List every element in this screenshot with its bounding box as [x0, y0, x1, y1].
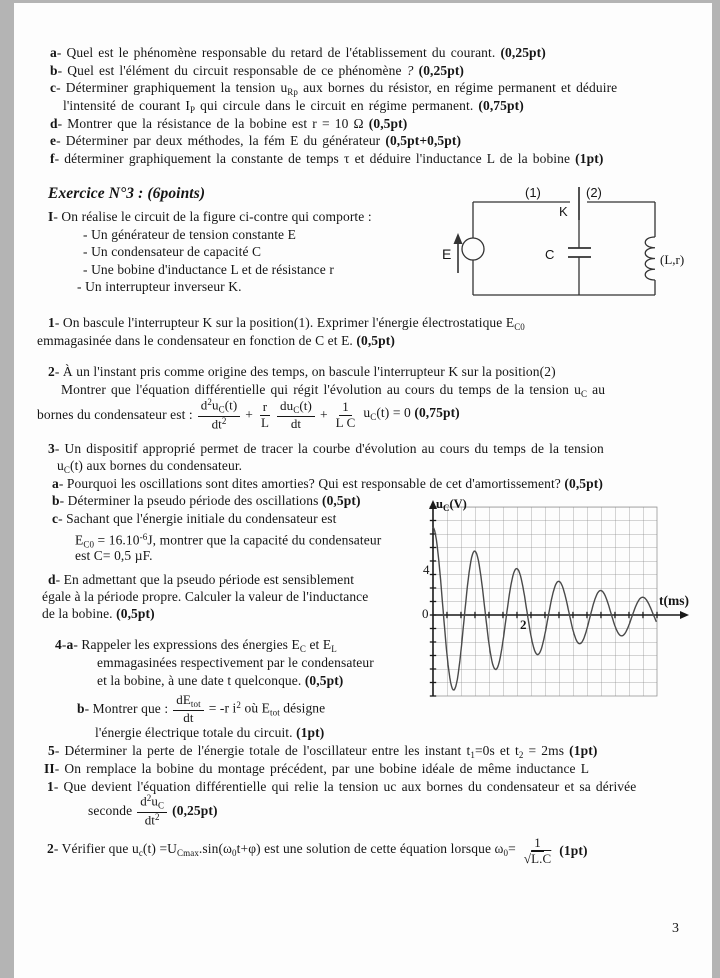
q3c-line1: c- Sachant que l'énergie initiale du condensateur est — [52, 511, 337, 526]
capacitor-icon — [568, 248, 591, 257]
y-tick-label-0: 0 — [422, 606, 429, 621]
question-c-line2: l'intensité de courant $I_P$ qui circule dans le circuit en régime permanent. (0,75pt) — [63, 98, 524, 115]
eq-prefix: seconde — [88, 803, 133, 818]
x-tick-label-2: 2 — [520, 617, 527, 632]
q4a-line2: emmagasinées respectivement par le condensateur — [97, 655, 374, 670]
fraction: $\frac{r}{L}$ — [261, 399, 270, 430]
eq-prefix: b- Montrer que : — [77, 701, 169, 716]
damped-oscillation-graph — [422, 497, 705, 715]
question-c-line: c- Déterminer graphiquement la tension $u_{Rp}$ aux bornes du résistor, en régime permanent et déduire — [50, 80, 618, 97]
eq-suffix: $u_C(t) = 0$ (0,75pt) — [363, 405, 460, 422]
question-e-line: e- Déterminer par deux méthodes, la fém E du générateur (0,5pt+0,5pt) — [50, 133, 462, 148]
circuit-diagram — [440, 183, 706, 307]
y-axis-label: $u_C(V)$ — [436, 497, 467, 513]
fraction: $\frac{du_C(t)}{dt}$ — [277, 399, 315, 431]
emf-arrowhead-icon — [454, 233, 463, 244]
q3a-line: a- Pourquoi les oscillations sont dites amorties? Qui est responsable de cet d'amortissement? (0,5pt) — [52, 476, 603, 491]
q2-line1: 2- À un l'instant pris comme origine des temps, on bascule l'interrupteur K sur la position(2) — [48, 364, 556, 379]
component-item: - Un générateur de tension constante E — [83, 227, 296, 242]
generator-label: E — [442, 246, 452, 262]
question-f-line: f- déterminer graphiquement la constante de temps τ et déduire l'inductance L de la bobine (1pt) — [50, 151, 604, 166]
q3c-line2: $E_{C0} = 16.10^{-6}J$, montrer que la capacité du condensateur — [75, 532, 382, 550]
q3c-line3: est C= 0,5 µF. — [75, 548, 153, 563]
q3b-line: b- Déterminer la pseudo période des oscillations (0,5pt) — [52, 493, 361, 508]
fraction: $\frac{d^2u_C(t)}{dt^2}$ — [198, 398, 241, 431]
q4a-line3: et la bobine, à une date t quelconque. (0,5pt) — [97, 673, 344, 688]
fraction: $\frac{dE_{tot}}{dt}$ — [173, 693, 203, 725]
x-axis-arrowhead-icon — [680, 611, 689, 619]
q3d-line2: égale à la période propre. Calculer la valeur de l'inductance — [42, 589, 369, 604]
q3-line2: $u_C(t)$ aux bornes du condensateur. — [57, 458, 243, 475]
switch-pos2-label: (2) — [586, 185, 602, 200]
switch-pos1-label: (1) — [525, 185, 541, 200]
part2-intro-line: II- On remplace la bobine du montage précédent, par une bobine idéale de même inductance L — [44, 761, 590, 776]
eq-suffix: (0,25pt) — [172, 803, 218, 818]
exercise-title: Exercice N°3 : (6points) — [48, 185, 206, 202]
document-page — [14, 3, 712, 978]
q3d-line1: d- En admettant que la pseudo période est sensiblement — [48, 572, 355, 587]
q4b-equation — [77, 691, 325, 727]
component-item: - Un condensateur de capacité C — [83, 244, 262, 259]
capacitor-label: C — [545, 247, 555, 262]
question-a-line: a- Quel est le phénomène responsable du retard de l'établissement du courant. (0,25pt) — [50, 45, 546, 60]
q4b-line2: l'énergie électrique totale du circuit. (1pt) — [95, 725, 325, 740]
grid-area — [433, 507, 657, 696]
eq-suffix: (1pt) — [559, 843, 588, 858]
question-d-line: d- Montrer que la résistance de la bobine est r = 10 Ω (0,5pt) — [50, 116, 408, 131]
fraction-with-radical: $\frac{1}{√L.C}$ — [523, 835, 552, 866]
q4a-line1: 4-a- Rappeler les expressions des énergies $E_C$ et $E_L$ — [55, 637, 337, 654]
q1-line1: 1- On bascule l'interrupteur K sur la position(1). Exprimer l'énergie électrostatique $E_{C0}$ — [48, 315, 525, 332]
plus-operator: + — [245, 407, 253, 422]
question-b-line: b- Quel est l'élément du circuit responsable de ce phénomène ? (0,25pt) — [50, 63, 465, 78]
exercise-intro-line: I- On réalise le circuit de la figure ci-contre qui comporte : — [48, 209, 372, 224]
q1-line2: emmagasinée dans le condensateur en fonction de C et E. (0,5pt) — [37, 333, 395, 348]
part2-q1-line: 1- Que devient l'équation différentielle qui relie la tension uc aux bornes du condensateur et sa dérivée — [47, 779, 637, 794]
part2-q1-equation — [88, 793, 218, 829]
component-item: - Une bobine d'inductance L et de résistance r — [83, 262, 334, 277]
part2-q2-equation — [47, 833, 588, 869]
q3-line1: 3- Un dispositif approprié permet de tracer la courbe d'évolution au cours du temps de la tension — [48, 441, 604, 456]
q3d-line3: de la bobine. (0,5pt) — [42, 606, 155, 621]
eq-prefix: bornes du condensateur est : — [37, 407, 193, 422]
generator-icon — [462, 238, 484, 260]
eq-prefix: 2- Vérifier que $u_c(t) =U_{Cmax}.\sin(\omega_0t+\varphi)$ est une solution de cette équation lorsque $\omega_0=$ — [47, 841, 516, 858]
eq-suffix: = -r $i^2$ où $E_{tot}$ désigne — [208, 700, 326, 718]
fraction: $\frac{1}{\text{L C}}$ — [335, 399, 356, 430]
q5-line: 5- Déterminer la perte de l'énergie totale de l'oscillateur entre les instant $t_1=0s$ et $t_2 = 2ms$ (1pt) — [48, 743, 598, 760]
x-axis-label: t(ms) — [659, 593, 689, 608]
switch-label: K — [559, 204, 568, 219]
y-tick-label-4: 4 — [423, 562, 430, 577]
component-item: - Un interrupteur inverseur K. — [77, 279, 242, 294]
q2-line2: Montrer que l'équation différentielle qui régit l'évolution au cours du temps de la tension $u_C$ au — [61, 382, 606, 399]
inductor-icon — [645, 237, 655, 280]
plus-operator: + — [319, 407, 328, 422]
fraction: $\frac{d^2u_C}{dt^2}$ — [137, 794, 167, 827]
coil-label: (L,r) — [660, 252, 685, 267]
q2-differential-equation — [37, 397, 460, 433]
page-number: 3 — [672, 921, 679, 936]
